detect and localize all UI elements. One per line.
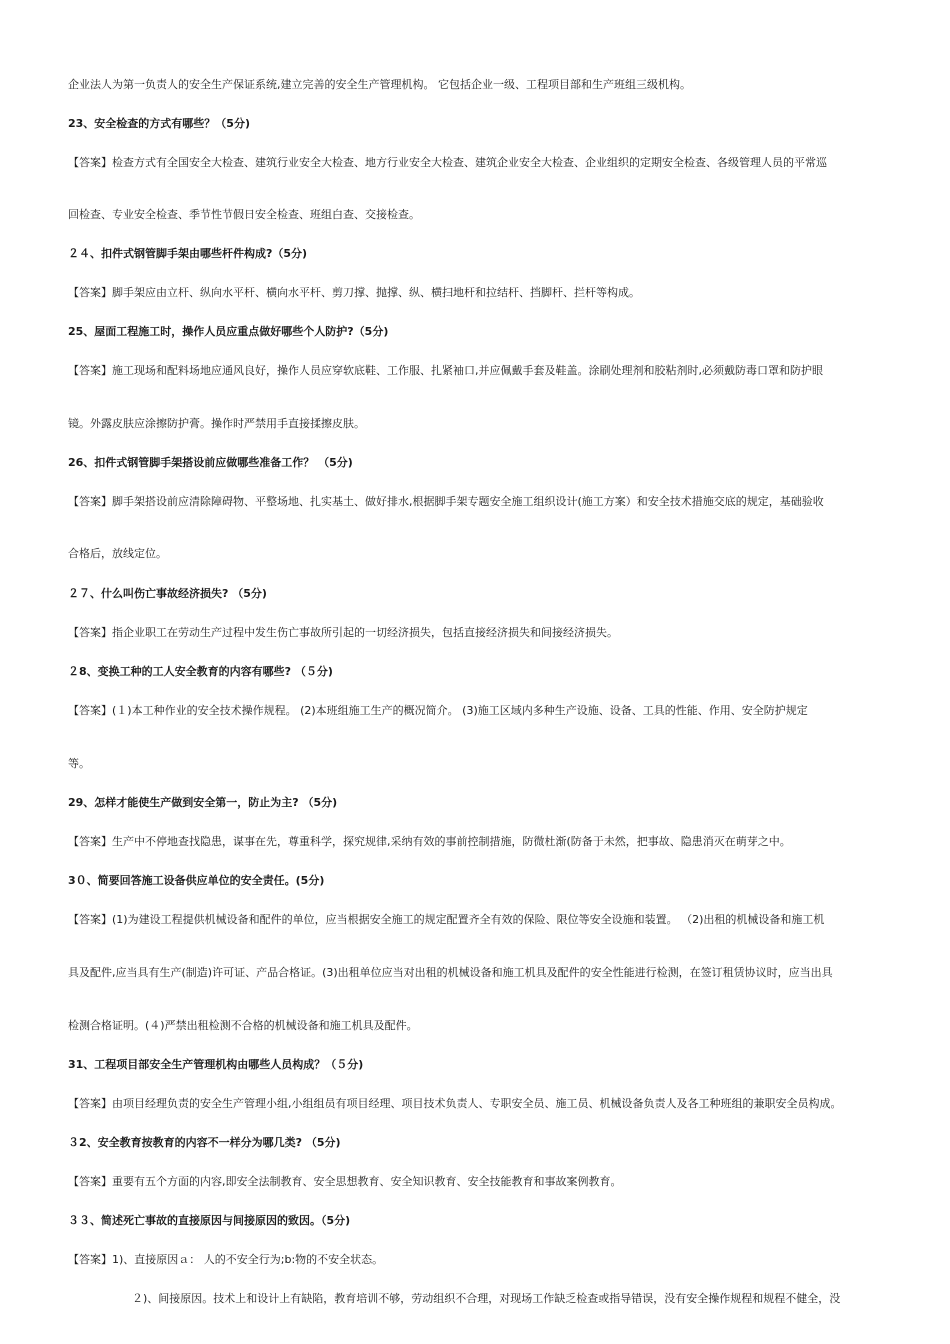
answer-28-line-1: 【答案】(１)本工种作业的安全技术操作规程。 (2)本班组施工生产的概况简介。 (3)施工区域内多种生产设施、设备、工具的性能、作用、安全防护规定 — [68, 704, 808, 717]
question-32: ３2、安全教育按教育的内容不一样分为哪几类? （5分) — [68, 1136, 341, 1149]
answer-24: 【答案】脚手架应由立杆、纵向水平杆、横向水平杆、剪刀撑、抛撑、纵、横扫地杆和拉结杆、挡脚杆、拦杆等构成。 — [68, 286, 640, 299]
question-23: 23、安全检查的方式有哪些？（5分) — [68, 117, 250, 130]
answer-30-line-2: 具及配件,应当具有生产(制造)许可证、产品合格证。(3)出租单位应当对出租的机械设备和施工机具及配件的安全性能进行检测，在签订租赁协议时，应当出具 — [68, 966, 833, 979]
answer-26-line-2: 合格后，放线定位。 — [68, 547, 167, 560]
answer-26-line-1: 【答案】脚手架搭设前应清除障碍物、平整场地、扎实基土、做好排水,根据脚手架专题安全施工组织设计(施工方案）和安全技术措施交底的规定，基础验收 — [68, 495, 824, 508]
question-24: ２４、扣件式钢管脚手架由哪些杆件构成?（5分) — [68, 247, 308, 260]
question-29: 29、怎样才能使生产做到安全第一，防止为主? （5分) — [68, 796, 338, 809]
answer-31: 【答案】由项目经理负责的安全生产管理小组,小组组员有项目经理、项目技术负责人、专职安全员、施工员、机械设备负责人及各工种班组的兼职安全员构成。 — [68, 1097, 842, 1110]
answer-23-line-1: 【答案】检查方式有全国安全大检查、建筑行业安全大检查、地方行业安全大检查、建筑企业安全大检查、企业组织的定期安全检查、各级管理人员的平常巡 — [68, 156, 827, 169]
question-25: 25、屋面工程施工时，操作人员应重点做好哪些个人防护?（5分) — [68, 325, 389, 338]
answer-25-line-2: 镜。外露皮肤应涂擦防护膏。操作时严禁用手直接揉擦皮肤。 — [68, 417, 365, 430]
answer-33-line-1: 【答案】1)、直接原因ａ： 人的不安全行为;b:物的不安全状态。 — [68, 1253, 384, 1266]
question-27: ２７、什么叫伤亡事故经济损失? （5分) — [68, 587, 267, 600]
question-33: ３３、简述死亡事故的直接原因与间接原因的致因。（5分) — [68, 1214, 351, 1227]
question-28: ２8、变换工种的工人安全教育的内容有哪些? （５分) — [68, 665, 333, 678]
question-30: 3０、简要回答施工设备供应单位的安全责任。(5分) — [68, 874, 325, 887]
question-26: 26、扣件式钢管脚手架搭设前应做哪些准备工作？ （5分) — [68, 456, 353, 469]
answer-25-line-1: 【答案】施工现场和配料场地应通风良好，操作人员应穿软底鞋、工作服、扎紧袖口,并应佩戴手套及鞋盖。涂刷处理剂和胶粘剂时,必须戴防毒口罩和防护眼 — [68, 364, 823, 377]
answer-32: 【答案】重要有五个方面的内容,即安全法制教育、安全思想教育、安全知识教育、安全技能教育和事故案例教育。 — [68, 1175, 622, 1188]
answer-30-line-1: 【答案】(1)为建设工程提供机械设备和配件的单位，应当根据安全施工的规定配置齐全有效的保险、限位等安全设施和装置。 （2)出租的机械设备和施工机 — [68, 913, 825, 926]
answer-23-line-2: 回检查、专业安全检查、季节性节假日安全检查、班组白查、交接检查。 — [68, 208, 420, 221]
answer-28-line-2: 等。 — [68, 757, 90, 770]
question-31: 31、工程项目部安全生产管理机构由哪些人员构成？（５分) — [68, 1058, 364, 1071]
answer-29: 【答案】生产中不停地查找隐患，谋事在先，尊重科学，探究规律,采纳有效的事前控制措施，防微杜渐(防备于未然，把事故、隐患消灭在萌芽之中。 — [68, 835, 791, 848]
body-text-line: 企业法人为第一负责人的安全生产保证系统,建立完善的安全生产管理机构。 它包括企业一级、工程项目部和生产班组三级机构。 — [68, 78, 691, 91]
answer-33-line-2: ２)、间接原因。技术上和设计上有缺陷，教育培训不够，劳动组织不合理，对现场工作缺乏检查或指导错误，没有安全操作规程和规程不健全，没 — [132, 1292, 841, 1305]
answer-30-line-3: 检测合格证明。(４)严禁出租检测不合格的机械设备和施工机具及配件。 — [68, 1019, 418, 1032]
answer-27: 【答案】指企业职工在劳动生产过程中发生伤亡事故所引起的一切经济损失，包括直接经济损失和间接经济损失。 — [68, 626, 618, 639]
